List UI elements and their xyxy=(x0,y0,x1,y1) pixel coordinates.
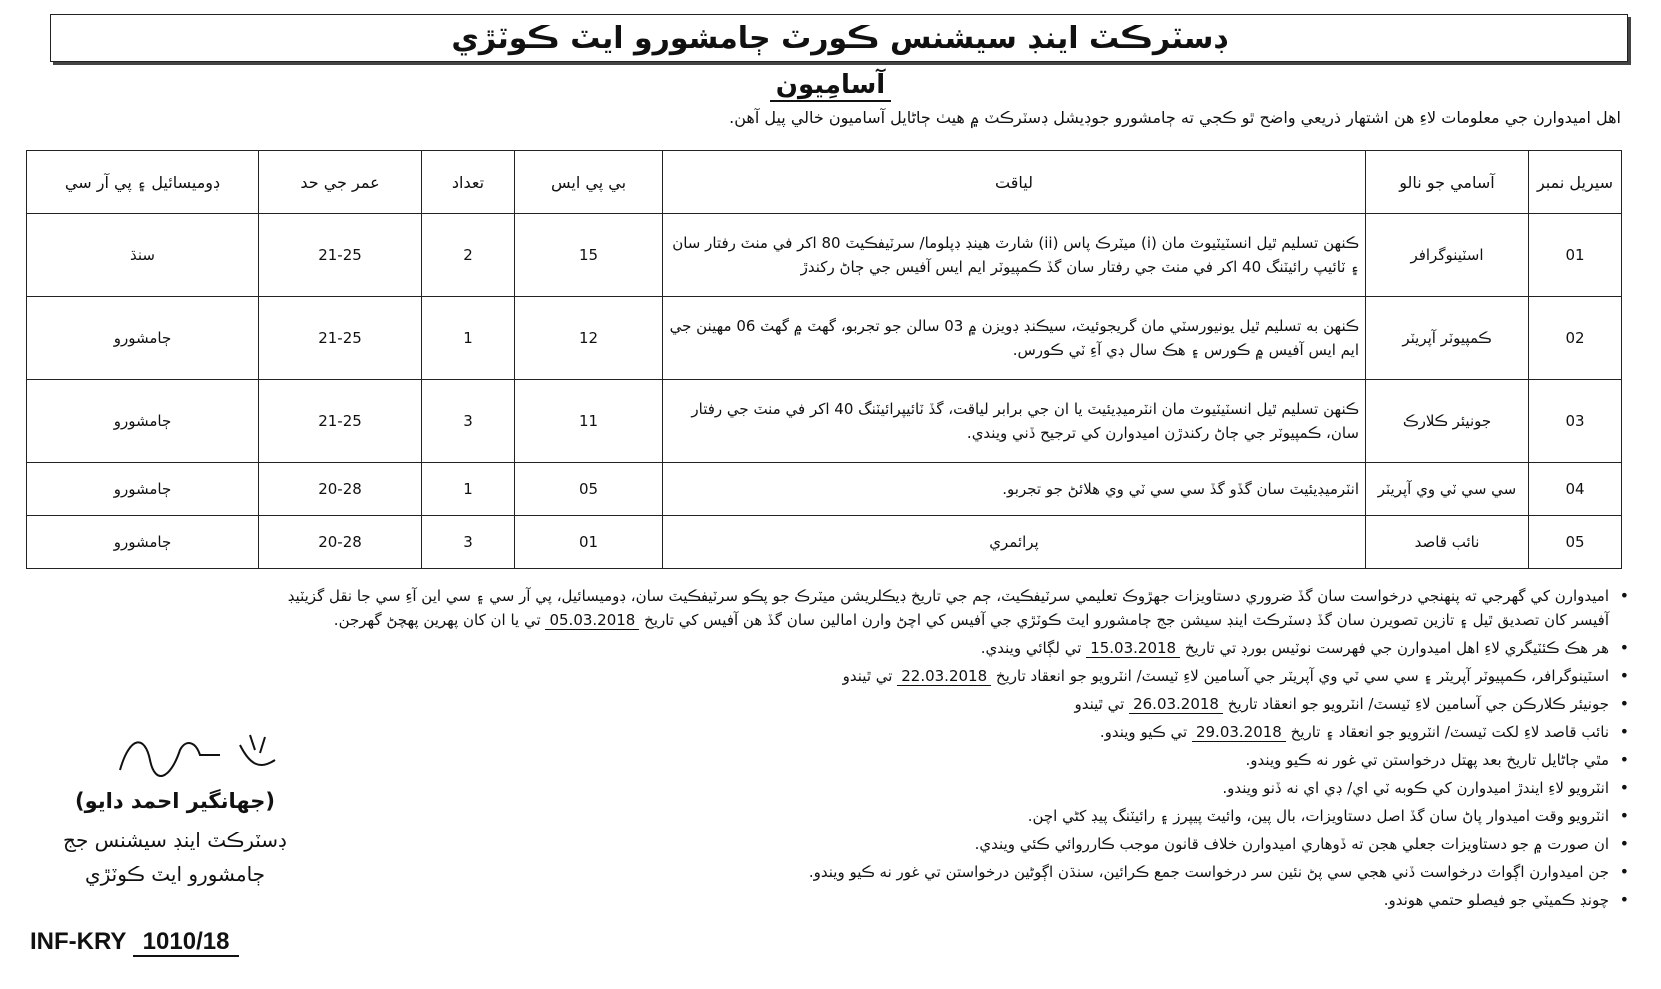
instructions-list xyxy=(279,584,1631,916)
list-item: • هر هڪ ڪئٽيگري لاءِ اهل اميدوارن جي فهرست نوٽيس بورڊ تي تاريخ 15.03.2018 تي لڳائي ويندي. xyxy=(279,636,1609,660)
cell-count: 3 xyxy=(422,516,515,569)
vacancies-table xyxy=(26,150,1622,569)
header-domicile: ڊوميسائيل ۽ پي آر سي xyxy=(27,151,259,214)
table-row xyxy=(27,297,1622,380)
signatory-name: (جهانگير احمد دايو) xyxy=(74,789,275,813)
list-item: • اسٽينوگرافر، ڪمپيوٽر آپريٽر ۽ سي سي ٽي وي آپريٽر جي آسامين لاءِ ٽيسٽ/ انٽرويو جو انعقاد تاريخ 22.03.2018 تي ٿيندو xyxy=(279,664,1609,688)
cell-age: 21-25 xyxy=(259,214,422,297)
list-item: • چونڊ ڪميٽي جو فيصلو حتمي هوندو. xyxy=(279,888,1609,912)
cell-post: جونيئر ڪلارڪ xyxy=(1366,380,1529,463)
table-row xyxy=(27,380,1622,463)
notice-subtitle: آسامِيون xyxy=(0,70,1661,100)
header-count: تعداد xyxy=(422,151,515,214)
cell-age: 21-25 xyxy=(259,380,422,463)
header-age: عمر جي حد xyxy=(259,151,422,214)
interview-date: 22.03.2018 xyxy=(897,667,991,686)
cell-post: اسٽينوگرافر xyxy=(1366,214,1529,297)
table-header-row xyxy=(27,151,1622,214)
header-qualification: لياقت xyxy=(663,151,1366,214)
intro-paragraph: اهل اميدوارن جي معلومات لاءِ هن اشتهار ذريعي واضح ٿو ڪجي ته ڄامشورو جوڊيشل ڊسٽرڪٽ ۾ هيٺ ڄاڻايل آساميون خالي پيل آهن. xyxy=(729,108,1621,127)
cell-count: 1 xyxy=(422,463,515,516)
cell-post: سي سي ٽي وي آپريٽر xyxy=(1366,463,1529,516)
cell-age: 21-25 xyxy=(259,297,422,380)
table-row xyxy=(27,516,1622,569)
cell-qualification: انٽرميڊيئيٽ سان گڏو گڏ سي سي ٽي وي هلائڻ جو تجربو. xyxy=(663,463,1366,516)
signature-mark xyxy=(40,725,310,785)
cell-count: 3 xyxy=(422,380,515,463)
signatory-role: ڊسٽرڪٽ اينڊ سيشنس جج ڄامشورو ايٽ ڪوٽڙي xyxy=(63,828,287,886)
cell-bps: 15 xyxy=(515,214,663,297)
list-item: • جونيئر ڪلارڪن جي آسامين لاءِ ٽيسٽ/ انٽرويو جو انعقاد تاريخ 26.03.2018 تي ٿيندو xyxy=(279,692,1609,716)
deadline-date: 05.03.2018 xyxy=(545,611,639,630)
interview-date: 26.03.2018 xyxy=(1129,695,1223,714)
cell-domicile: ڄامشورو xyxy=(27,380,259,463)
list-item: • اميدوارن کي گهرجي ته پنهنجي درخواست سان گڏ ضروري دستاويزات جهڙوڪ تعليمي سرٽيفڪيٽ، ڄم جي تاريخ ڊيڪلريشن ميٽرڪ جو پڪو سرٽيفڪيٽ سان، ڊوميسائيل، پي آر سي ۽ سي اين آءِ سي جا نقل گزيٽيڊ آفيسر کان تصديق ٿيل ۽ تازين تصويرن سان گڏ ڊسٽرڪٽ اينڊ سيشن جج ڄامشورو ايٽ ڪوٽڙي جي آفيس کي اچڻ وارن امالين سان گڏ هن آفيس کي تاريخ 05.03.2018 تي يا ان کان پهرين پهچڻ گهرجن. xyxy=(279,584,1609,632)
list-item: • مٿي ڄاڻايل تاريخ بعد پهتل درخواستن تي غور نه ڪيو ويندو. xyxy=(279,748,1609,772)
notice-title: ڊسٽرڪٽ اينڊ سيشنس ڪورٽ ڄامشورو ايٽ ڪوٽڙي xyxy=(50,14,1628,62)
cell-post: ڪمپيوٽر آپريٽر xyxy=(1366,297,1529,380)
cell-serial: 01 xyxy=(1529,214,1622,297)
list-item: • انٽرويو لاءِ ايندڙ اميدوارن کي ڪوبه ٽي اي/ ڊي اي نه ڏنو ويندو. xyxy=(279,776,1609,800)
cell-count: 1 xyxy=(422,297,515,380)
header-serial: سيريل نمبر xyxy=(1529,151,1622,214)
cell-bps: 11 xyxy=(515,380,663,463)
cell-serial: 03 xyxy=(1529,380,1622,463)
cell-bps: 05 xyxy=(515,463,663,516)
cell-domicile: ڄامشورو xyxy=(27,463,259,516)
list-date: 15.03.2018 xyxy=(1086,639,1180,658)
cell-serial: 04 xyxy=(1529,463,1622,516)
list-item: • نائب قاصد لاءِ لکت ٽيسٽ/ انٽرويو جو انعقاد ۽ تاريخ 29.03.2018 تي ڪيو ويندو. xyxy=(279,720,1609,744)
cell-domicile: سنڌ xyxy=(27,214,259,297)
list-item: • ان صورت ۾ جو دستاويزات جعلي هجن ته ڏوهاري اميدوارن خلاف قانون موجب ڪارروائي ڪئي ويندي. xyxy=(279,832,1609,856)
table-row xyxy=(27,463,1622,516)
signature-block xyxy=(40,725,310,891)
header-bps: بي پي ايس xyxy=(515,151,663,214)
interview-date: 29.03.2018 xyxy=(1192,723,1286,742)
header-post: آسامي جو نالو xyxy=(1366,151,1529,214)
reference-number: INF-KRY 1010/18 xyxy=(30,928,239,956)
list-item: • جن اميدوارن اڳواٽ درخواست ڏني هجي سي پڻ نئين سر درخواست جمع ڪرائين، سنڌن اڳوڻين درخواستن تي غور نه ڪيو ويندو. xyxy=(279,860,1609,884)
cell-qualification: پرائمري xyxy=(663,516,1366,569)
cell-bps: 12 xyxy=(515,297,663,380)
cell-age: 20-28 xyxy=(259,463,422,516)
cell-domicile: ڄامشورو xyxy=(27,297,259,380)
cell-bps: 01 xyxy=(515,516,663,569)
cell-qualification: ڪنهن تسليم ٿيل انسٽيٽيوٽ مان (i) ميٽرڪ پاس (ii) شارٽ هينڊ ڊپلوما/ سرٽيفڪيٽ 80 اکر في منٽ رفتار سان ۽ ٽائيپ رائيٽنگ 40 اکر في منٽ جي رفتار سان گڏ ڪمپيوٽر ايم ايس آفيس جي ڄاڻ رکندڙ xyxy=(663,214,1366,297)
cell-age: 20-28 xyxy=(259,516,422,569)
cell-qualification: ڪنهن به تسليم ٿيل يونيورسٽي مان گريجوئيٽ، سيڪنڊ ڊويزن ۾ 03 سالن جو تجربو، گهٽ ۾ گهٽ 06 مهينن جي ايم ايس آفيس ۾ ڪورس ۽ هڪ سال ڊي آءِ ٽي ڪورس. xyxy=(663,297,1366,380)
list-item: • انٽرويو وقت اميدوار پاڻ سان گڏ اصل دستاويزات، بال پين، وائيٽ پيپرز ۽ رائيٽنگ پيڊ کڻي اچن. xyxy=(279,804,1609,828)
cell-serial: 05 xyxy=(1529,516,1622,569)
cell-serial: 02 xyxy=(1529,297,1622,380)
table-row xyxy=(27,214,1622,297)
cell-post: نائب قاصد xyxy=(1366,516,1529,569)
cell-count: 2 xyxy=(422,214,515,297)
cell-domicile: ڄامشورو xyxy=(27,516,259,569)
cell-qualification: ڪنهن تسليم ٿيل انسٽيٽيوٽ مان انٽرميڊيئيٽ يا ان جي برابر لياقت، گڏ ٽائيپرائيٽنگ 40 اکر في منٽ جي رفتار سان، ڪمپيوٽر جي ڄاڻ رکندڙن اميدوارن کي ترجيح ڏني ويندي. xyxy=(663,380,1366,463)
